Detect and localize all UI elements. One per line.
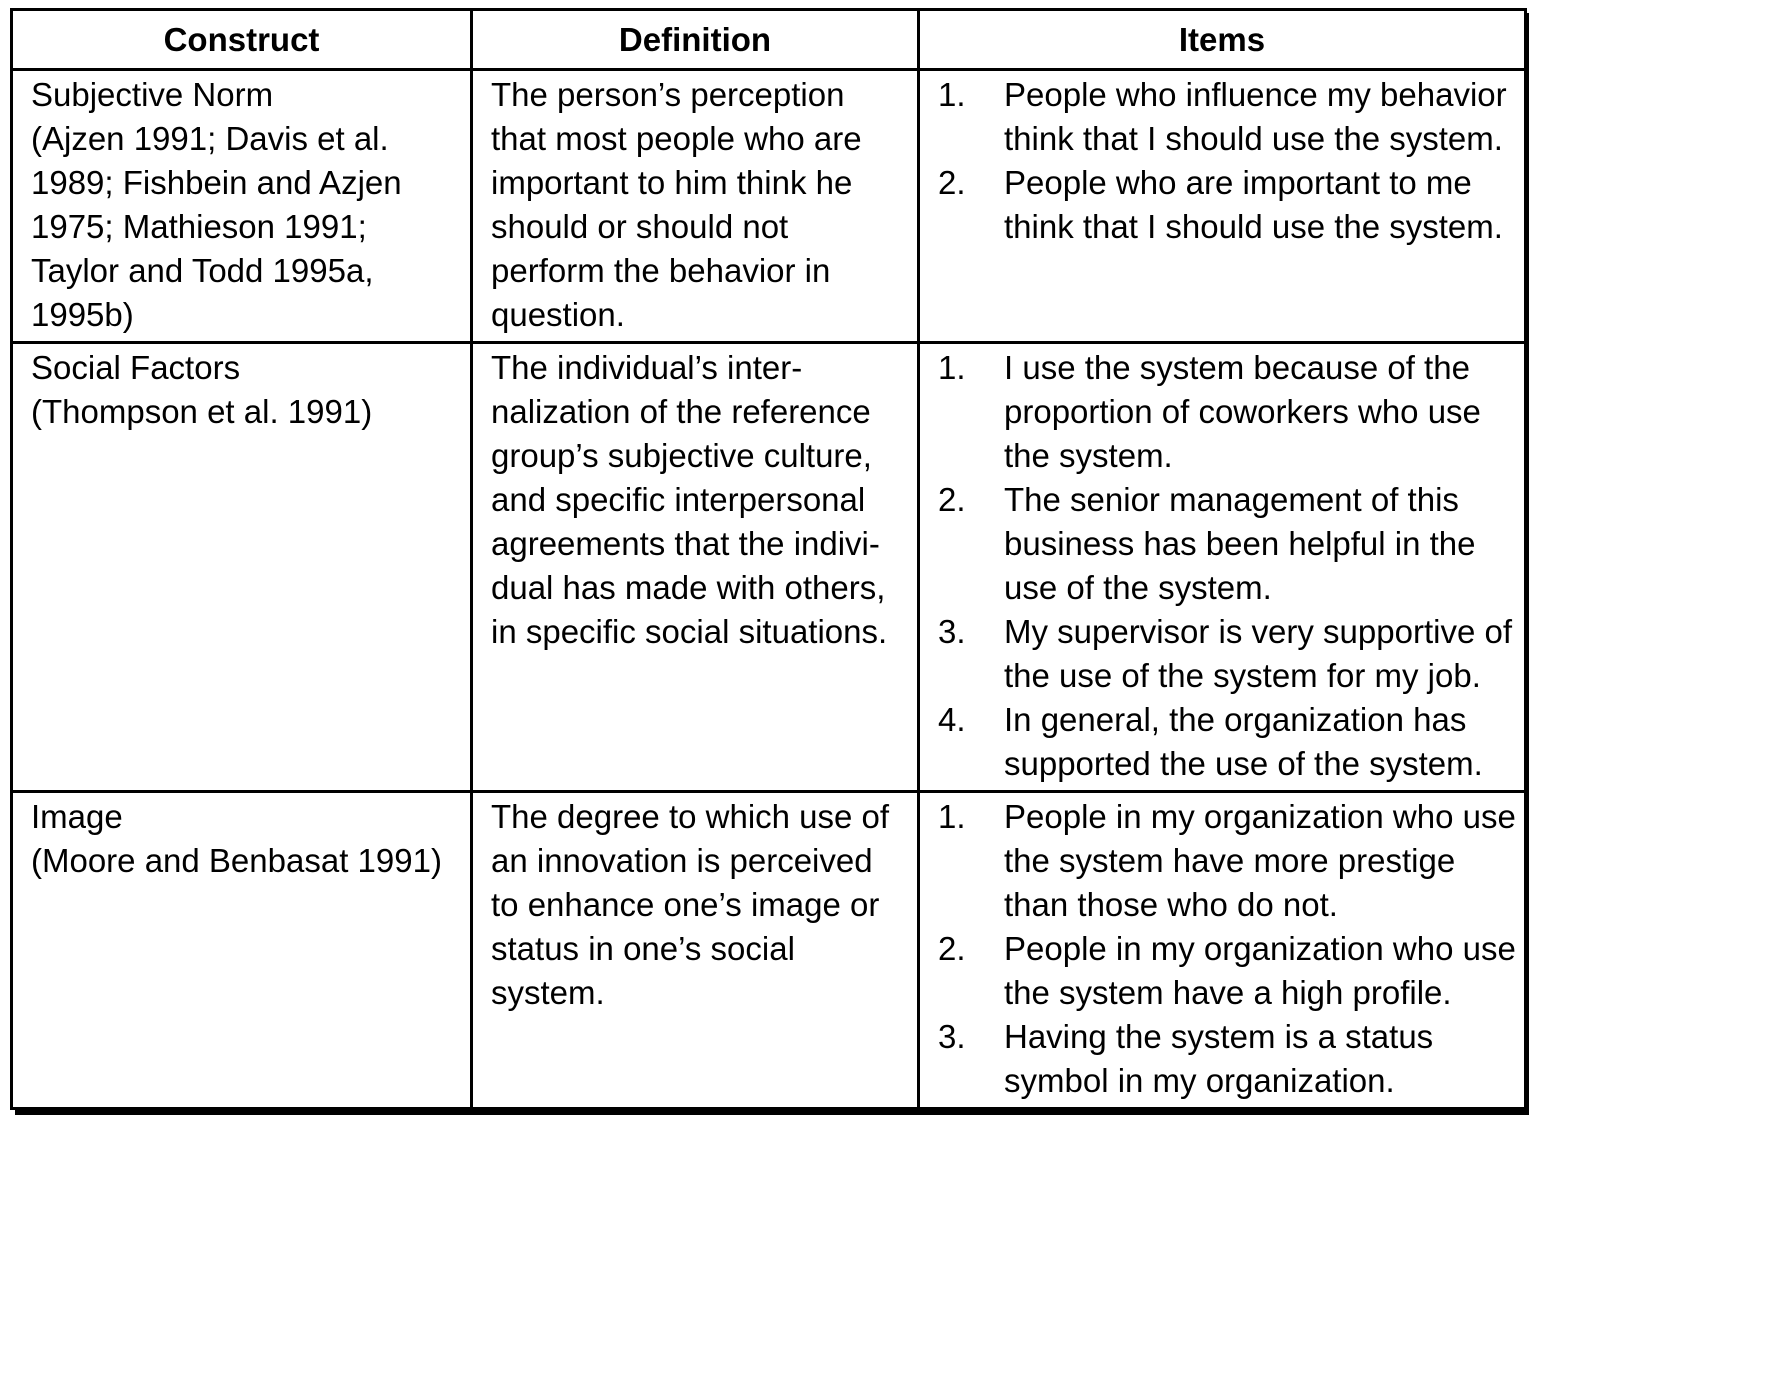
- construct-citation: (Moore and Benbasat 1991): [31, 842, 442, 879]
- construct-name: Social Factors: [31, 349, 241, 386]
- item-number: 4.: [938, 701, 966, 738]
- list-item: [938, 1015, 1516, 1103]
- table-row: [12, 70, 1526, 343]
- definition-cell: The degree to which use of an innovation is perceived to enhance one’s image or status in one’s social system.: [472, 792, 919, 1109]
- item-number: 1.: [938, 349, 966, 386]
- header-items: Items: [919, 10, 1526, 70]
- item-text: People in my organization who use the system have a high profile.: [1004, 930, 1516, 1011]
- construct-name: Subjective Norm: [31, 76, 274, 113]
- items-cell: [919, 70, 1526, 343]
- table-row: [12, 343, 1526, 792]
- construct-citation: (Thompson et al. 1991): [31, 393, 373, 430]
- construct-cell: [12, 70, 472, 343]
- item-text: Having the system is a status symbol in my organization.: [1004, 1018, 1434, 1099]
- item-text: The senior management of this business has been helpful in the use of the system.: [1004, 481, 1476, 606]
- items-list: [938, 795, 1516, 1103]
- list-item: [938, 927, 1516, 1015]
- items-list: [938, 346, 1516, 786]
- item-number: 2.: [938, 481, 966, 518]
- list-item: [938, 795, 1516, 927]
- item-number: 1.: [938, 76, 966, 113]
- definition-cell: The person’s perception that most people who are important to him think he should or should not perform the behavior in question.: [472, 70, 919, 343]
- constructs-table-wrapper: [10, 8, 1524, 1110]
- list-item: [938, 73, 1516, 161]
- constructs-table: [10, 8, 1527, 1110]
- item-text: I use the system because of the proportion of coworkers who use the system.: [1004, 349, 1481, 474]
- list-item: [938, 610, 1516, 698]
- item-text: People who are important to me think that I should use the system.: [1004, 164, 1503, 245]
- item-text: My supervisor is very supportive of the use of the system for my job.: [1004, 613, 1513, 694]
- items-list: [938, 73, 1516, 249]
- item-text: People in my organization who use the system have more prestige than those who do not.: [1004, 798, 1516, 923]
- item-number: 2.: [938, 930, 966, 967]
- list-item: [938, 698, 1516, 786]
- item-number: 1.: [938, 798, 966, 835]
- header-definition: Definition: [472, 10, 919, 70]
- list-item: [938, 478, 1516, 610]
- item-text: In general, the organization has supported the use of the system.: [1004, 701, 1483, 782]
- construct-citation: (Ajzen 1991; Davis et al. 1989; Fishbein and Azjen 1975; Mathieson 1991; Taylor and Todd 1995a, 1995b): [31, 120, 402, 333]
- item-number: 3.: [938, 1018, 966, 1055]
- table-row: [12, 792, 1526, 1109]
- item-number: 3.: [938, 613, 966, 650]
- construct-name: Image: [31, 798, 123, 835]
- items-cell: [919, 343, 1526, 792]
- construct-cell: [12, 792, 472, 1109]
- list-item: [938, 161, 1516, 249]
- list-item: [938, 346, 1516, 478]
- item-text: People who influence my behavior think that I should use the system.: [1004, 76, 1507, 157]
- header-construct: Construct: [12, 10, 472, 70]
- construct-cell: [12, 343, 472, 792]
- item-number: 2.: [938, 164, 966, 201]
- definition-cell: The individual’s inter-nalization of the reference group’s subjective culture, and specific interpersonal agreements that the indivi-dual has made with others, in specific social situations.: [472, 343, 919, 792]
- header-row: [12, 10, 1526, 70]
- items-cell: [919, 792, 1526, 1109]
